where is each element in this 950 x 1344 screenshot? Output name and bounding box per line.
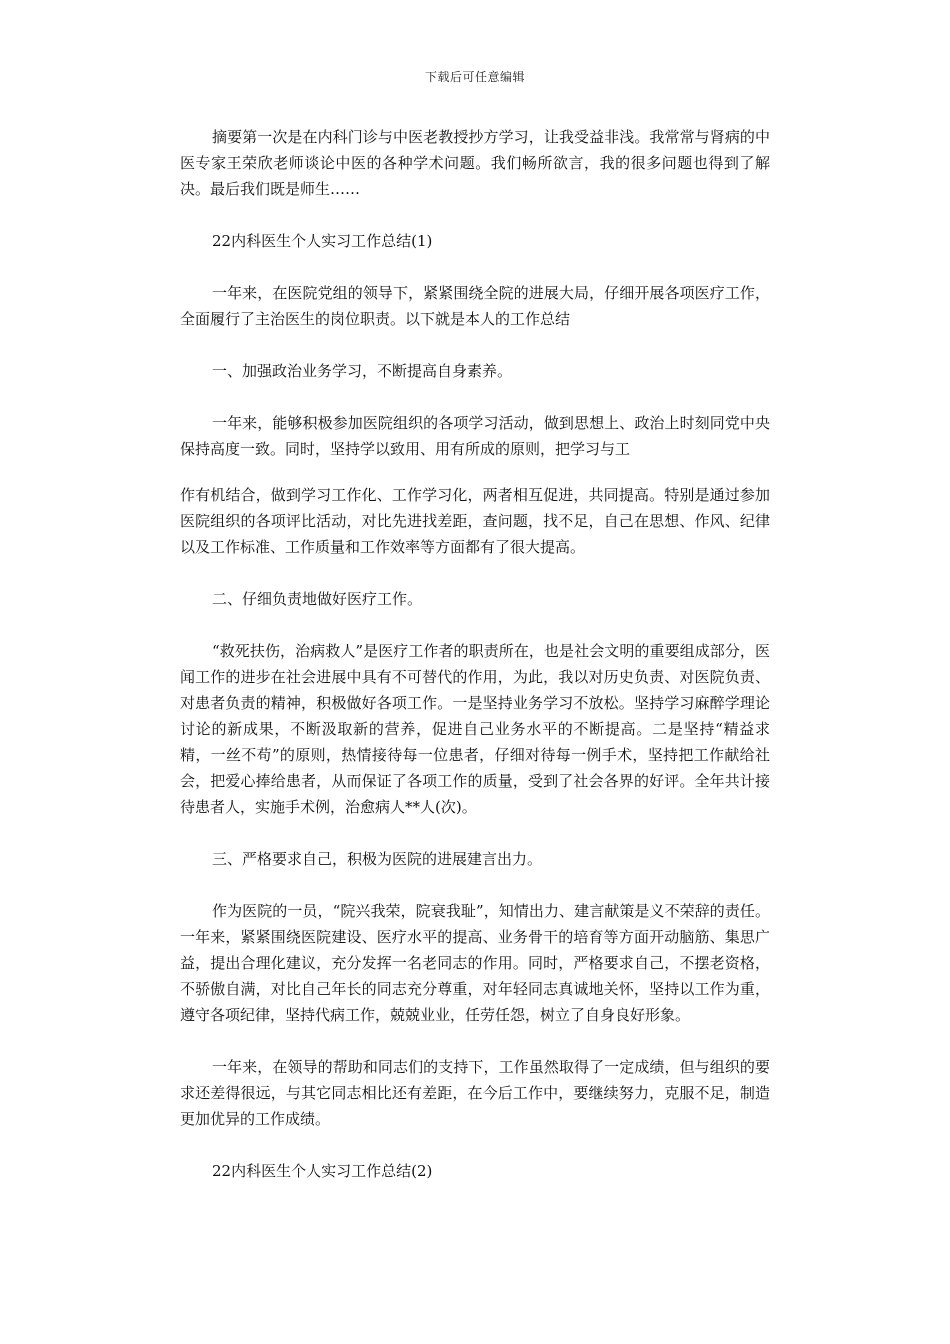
document-body bbox=[180, 124, 770, 1210]
section-1-heading: 一、加强政治业务学习，不断提高自身素养。 bbox=[212, 362, 513, 380]
abstract-paragraph: 摘要第一次是在内科门诊与中医老教授抄方学习，让我受益非浅。我常常与肾病的中医专家王荣欣老师谈论中医的各种学术问题。我们畅所欲言，我的很多问题也得到了解决。最后我们既是师生…… bbox=[180, 128, 770, 198]
section-3-paragraph: 作为医院的一员，“院兴我荣，院衰我耻”，知情出力、建言献策是义不荣辞的责任。一年来，紧紧围绕医院建设、医疗水平的提高、业务骨干的培育等方面开动脑筋、集思广益，提出合理化建议，充分发挥一名老同志的作用。同时，严格要求自己，不摆老资格，不骄傲自满，对比自己年长的同志充分尊重，对年轻同志真诚地关怀，坚持以工作为重，遵守各项纪律，坚持代病工作，兢兢业业，任劳任怨，树立了自身良好形象。 bbox=[180, 902, 770, 1024]
header-note: 下载后可任意编辑 bbox=[424, 70, 525, 84]
intro-paragraph: 一年来，在医院党组的领导下，紧紧围绕全院的进展大局，仔细开展各项医疗工作，全面履行了主治医生的岗位职责。以下就是本人的工作总结 bbox=[180, 284, 770, 328]
section-2-paragraph: “救死扶伤，治病救人”是医疗工作者的职责所在，也是社会文明的重要组成部分，医闻工作的进步在社会进展中具有不可替代的作用，为此，我以对历史负责、对医院负责、对患者负责的精神，积极做好各项工作。一是坚持业务学习不放松。坚持学习麻醉学理论讨论的新成果，不断汲取新的营养，促进自己业务水平的不断提高。二是坚持“精益求精，一丝不苟”的原则，热情接待每一位患者，仔细对待每一例手术，坚持把工作献给社会，把爱心捧给患者，从而保证了各项工作的质量，受到了社会各界的好评。全年共计接待患者人，实施手术例，治愈病人**人(次)。 bbox=[180, 642, 770, 816]
section-3-heading: 三、严格要求自己，积极为医院的进展建言出力。 bbox=[212, 850, 543, 868]
section-1-paragraph-b: 作有机结合，做到学习工作化、工作学习化，两者相互促进，共同提高。特别是通过参加医院组织的各项评比活动，对比先进找差距，查问题，找不足，自己在思想、作风、纪律以及工作标准、工作质量和工作效率等方面都有了很大提高。 bbox=[180, 486, 770, 556]
section-title-1: 22内科医生个人实习工作总结(1) bbox=[212, 232, 433, 250]
closing-paragraph: 一年来，在领导的帮助和同志们的支持下，工作虽然取得了一定成绩，但与组织的要求还差得很远，与其它同志相比还有差距，在今后工作中，要继续努力，克服不足，制造更加优异的工作成绩。 bbox=[180, 1058, 770, 1128]
section-1-paragraph-a: 一年来，能够积极参加医院组织的各项学习活动，做到思想上、政治上时刻同党中央保持高度一致。同时，坚持学以致用、用有所成的原则，把学习与工 bbox=[180, 414, 770, 458]
section-2-heading: 二、仔细负责地做好医疗工作。 bbox=[212, 590, 423, 608]
section-title-2: 22内科医生个人实习工作总结(2) bbox=[212, 1162, 433, 1180]
